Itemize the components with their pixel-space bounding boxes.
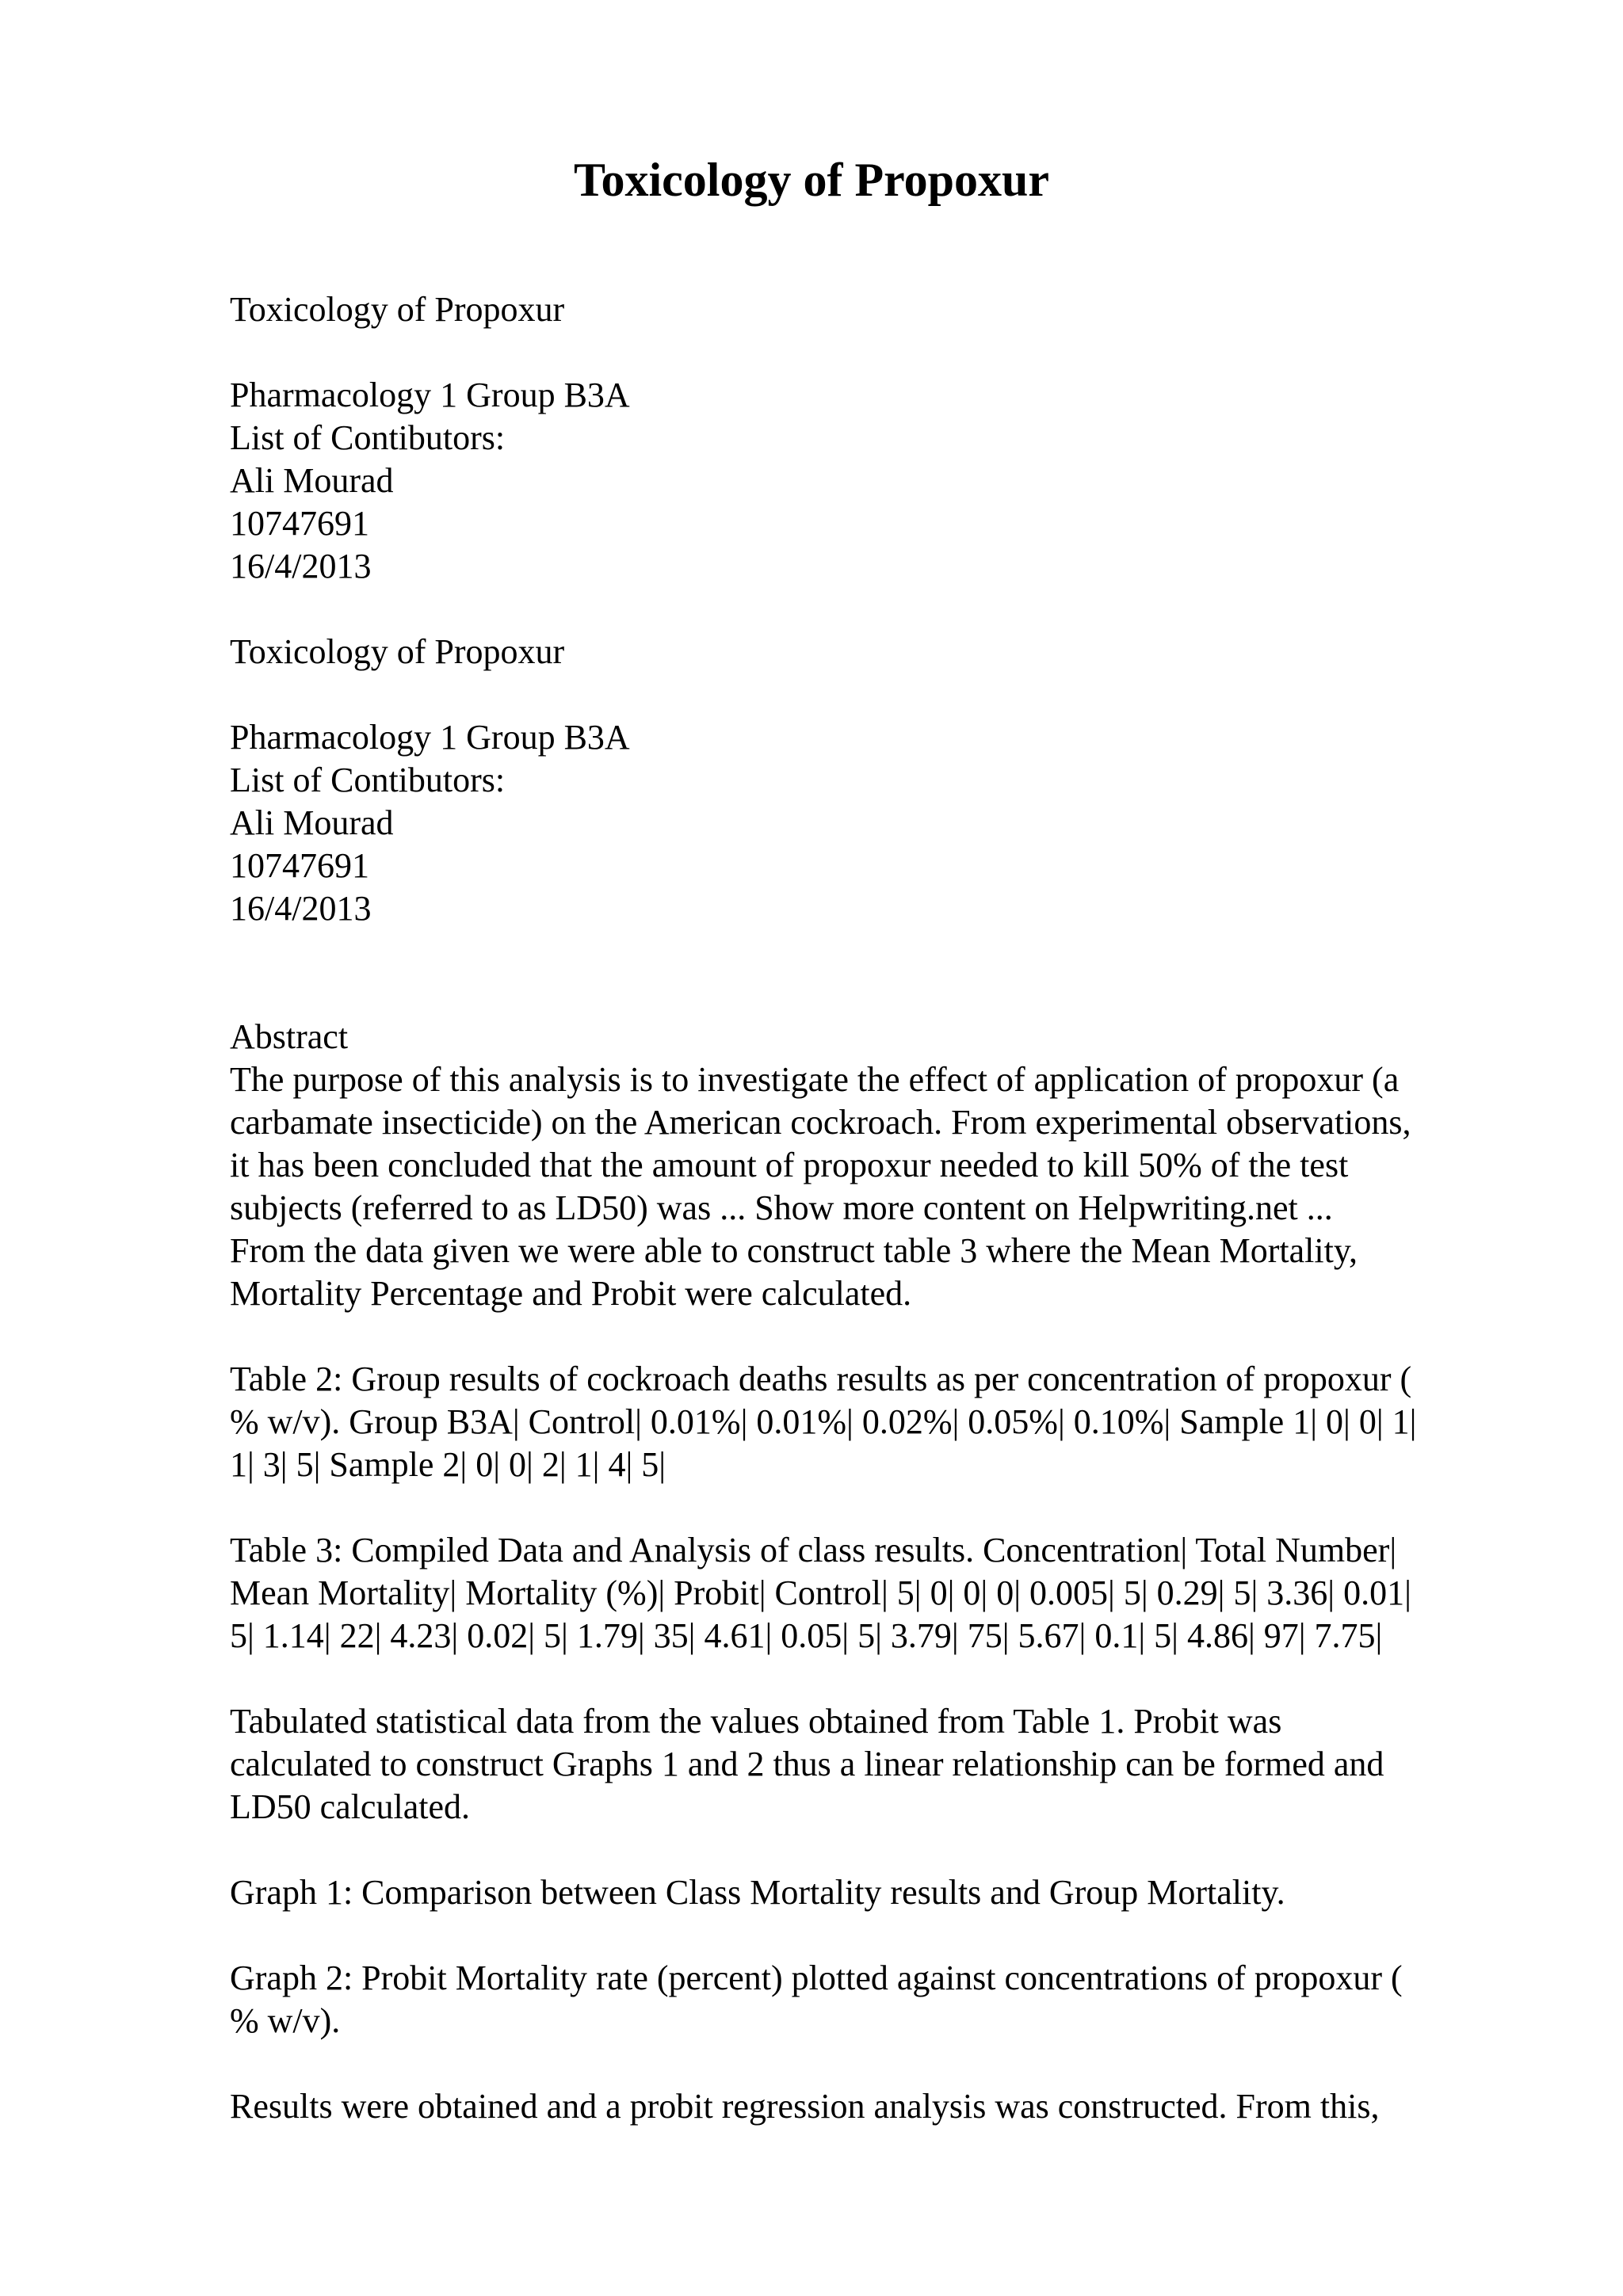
document-title: Toxicology of Propoxur [573,154,1050,206]
results-line: Results were obtained and a probit regression analysis was constructed. From this, [230,2087,1380,2126]
tabulated-line: calculated to construct Graphs 1 and 2 thus a linear relationship can be formed and [230,1745,1384,1783]
table-3-line: Table 3: Compiled Data and Analysis of class results. Concentration| Total Number| [230,1531,1397,1569]
abstract-line: From the data given we were able to construct table 3 where the Mean Mortality, [230,1231,1358,1270]
spacer [230,673,1529,716]
contributors-label: List of Contibutors: [230,418,506,457]
spacer [230,1829,1529,1871]
spacer [230,331,1529,374]
header-title: Toxicology of Propoxur [230,290,565,329]
table-2-line: % w/v). Group B3A| Control| 0.01%| 0.01%| 0.02%| 0.05%| 0.10%| Sample 1| 0| 0| 1| [230,1402,1417,1441]
graph-1-caption [230,1871,1529,1914]
contributors-label: List of Contibutors: [230,761,506,799]
table-3-paragraph [230,1529,1529,1657]
spacer [230,588,1529,631]
tabulated-line: Tabulated statistical data from the values obtained from Table 1. Probit was [230,1702,1282,1741]
contributor-name: Ali Mourad [230,461,394,500]
contributor-id: 10747691 [230,504,369,543]
abstract-line: Mortality Percentage and Probit were calculated. [230,1274,912,1313]
spacer [230,930,1529,1016]
abstract-line: The purpose of this analysis is to investigate the effect of application of propoxur (a [230,1060,1400,1099]
abstract-heading: Abstract [230,1017,349,1056]
spacer [230,1657,1529,1700]
table-2-paragraph [230,1358,1529,1486]
abstract-section [230,1016,1529,1315]
table-3-line: 5| 1.14| 22| 4.23| 0.02| 5| 1.79| 35| 4.61| 0.05| 5| 3.79| 75| 5.67| 0.1| 5| 4.86| 97| 7.75| [230,1616,1383,1655]
spacer [230,1315,1529,1358]
abstract-line: subjects (referred to as LD50) was ... Show more content on Helpwriting.net ... [230,1188,1333,1227]
graph-2-line: % w/v). [230,2001,341,2040]
results-paragraph [230,2085,1529,2128]
graph-1-line: Graph 1: Comparison between Class Mortality results and Group Mortality. [230,1873,1285,1912]
header-group: Pharmacology 1 Group B3A [230,376,630,414]
spacer [230,2042,1529,2085]
abstract-line: it has been concluded that the amount of propoxur needed to kill 50% of the test [230,1146,1349,1184]
graph-2-line: Graph 2: Probit Mortality rate (percent) plotted against concentrations of propoxur ( [230,1958,1403,1997]
table-2-line: Table 2: Group results of cockroach deaths results as per concentration of propoxur ( [230,1360,1412,1398]
abstract-line: carbamate insecticide) on the American cockroach. From experimental observations, [230,1103,1411,1142]
contributor-name: Ali Mourad [230,803,394,842]
document-date: 16/4/2013 [230,547,372,585]
table-3-line: Mean Mortality| Mortality (%)| Probit| Control| 5| 0| 0| 0| 0.005| 5| 0.29| 5| 3.36| 0.01| [230,1573,1411,1612]
spacer [230,1914,1529,1957]
tabulated-paragraph [230,1700,1529,1829]
tabulated-line: LD50 calculated. [230,1787,470,1826]
spacer [230,1486,1529,1529]
table-2-line: 1| 3| 5| Sample 2| 0| 0| 2| 1| 4| 5| [230,1445,666,1484]
document-body [230,288,1529,2128]
contributor-id: 10747691 [230,846,369,885]
header-block-2 [230,631,1529,930]
graph-2-caption [230,1957,1529,2042]
header-title: Toxicology of Propoxur [230,632,565,671]
header-block-1 [230,288,1529,588]
header-group: Pharmacology 1 Group B3A [230,718,630,757]
document-date: 16/4/2013 [230,889,372,928]
